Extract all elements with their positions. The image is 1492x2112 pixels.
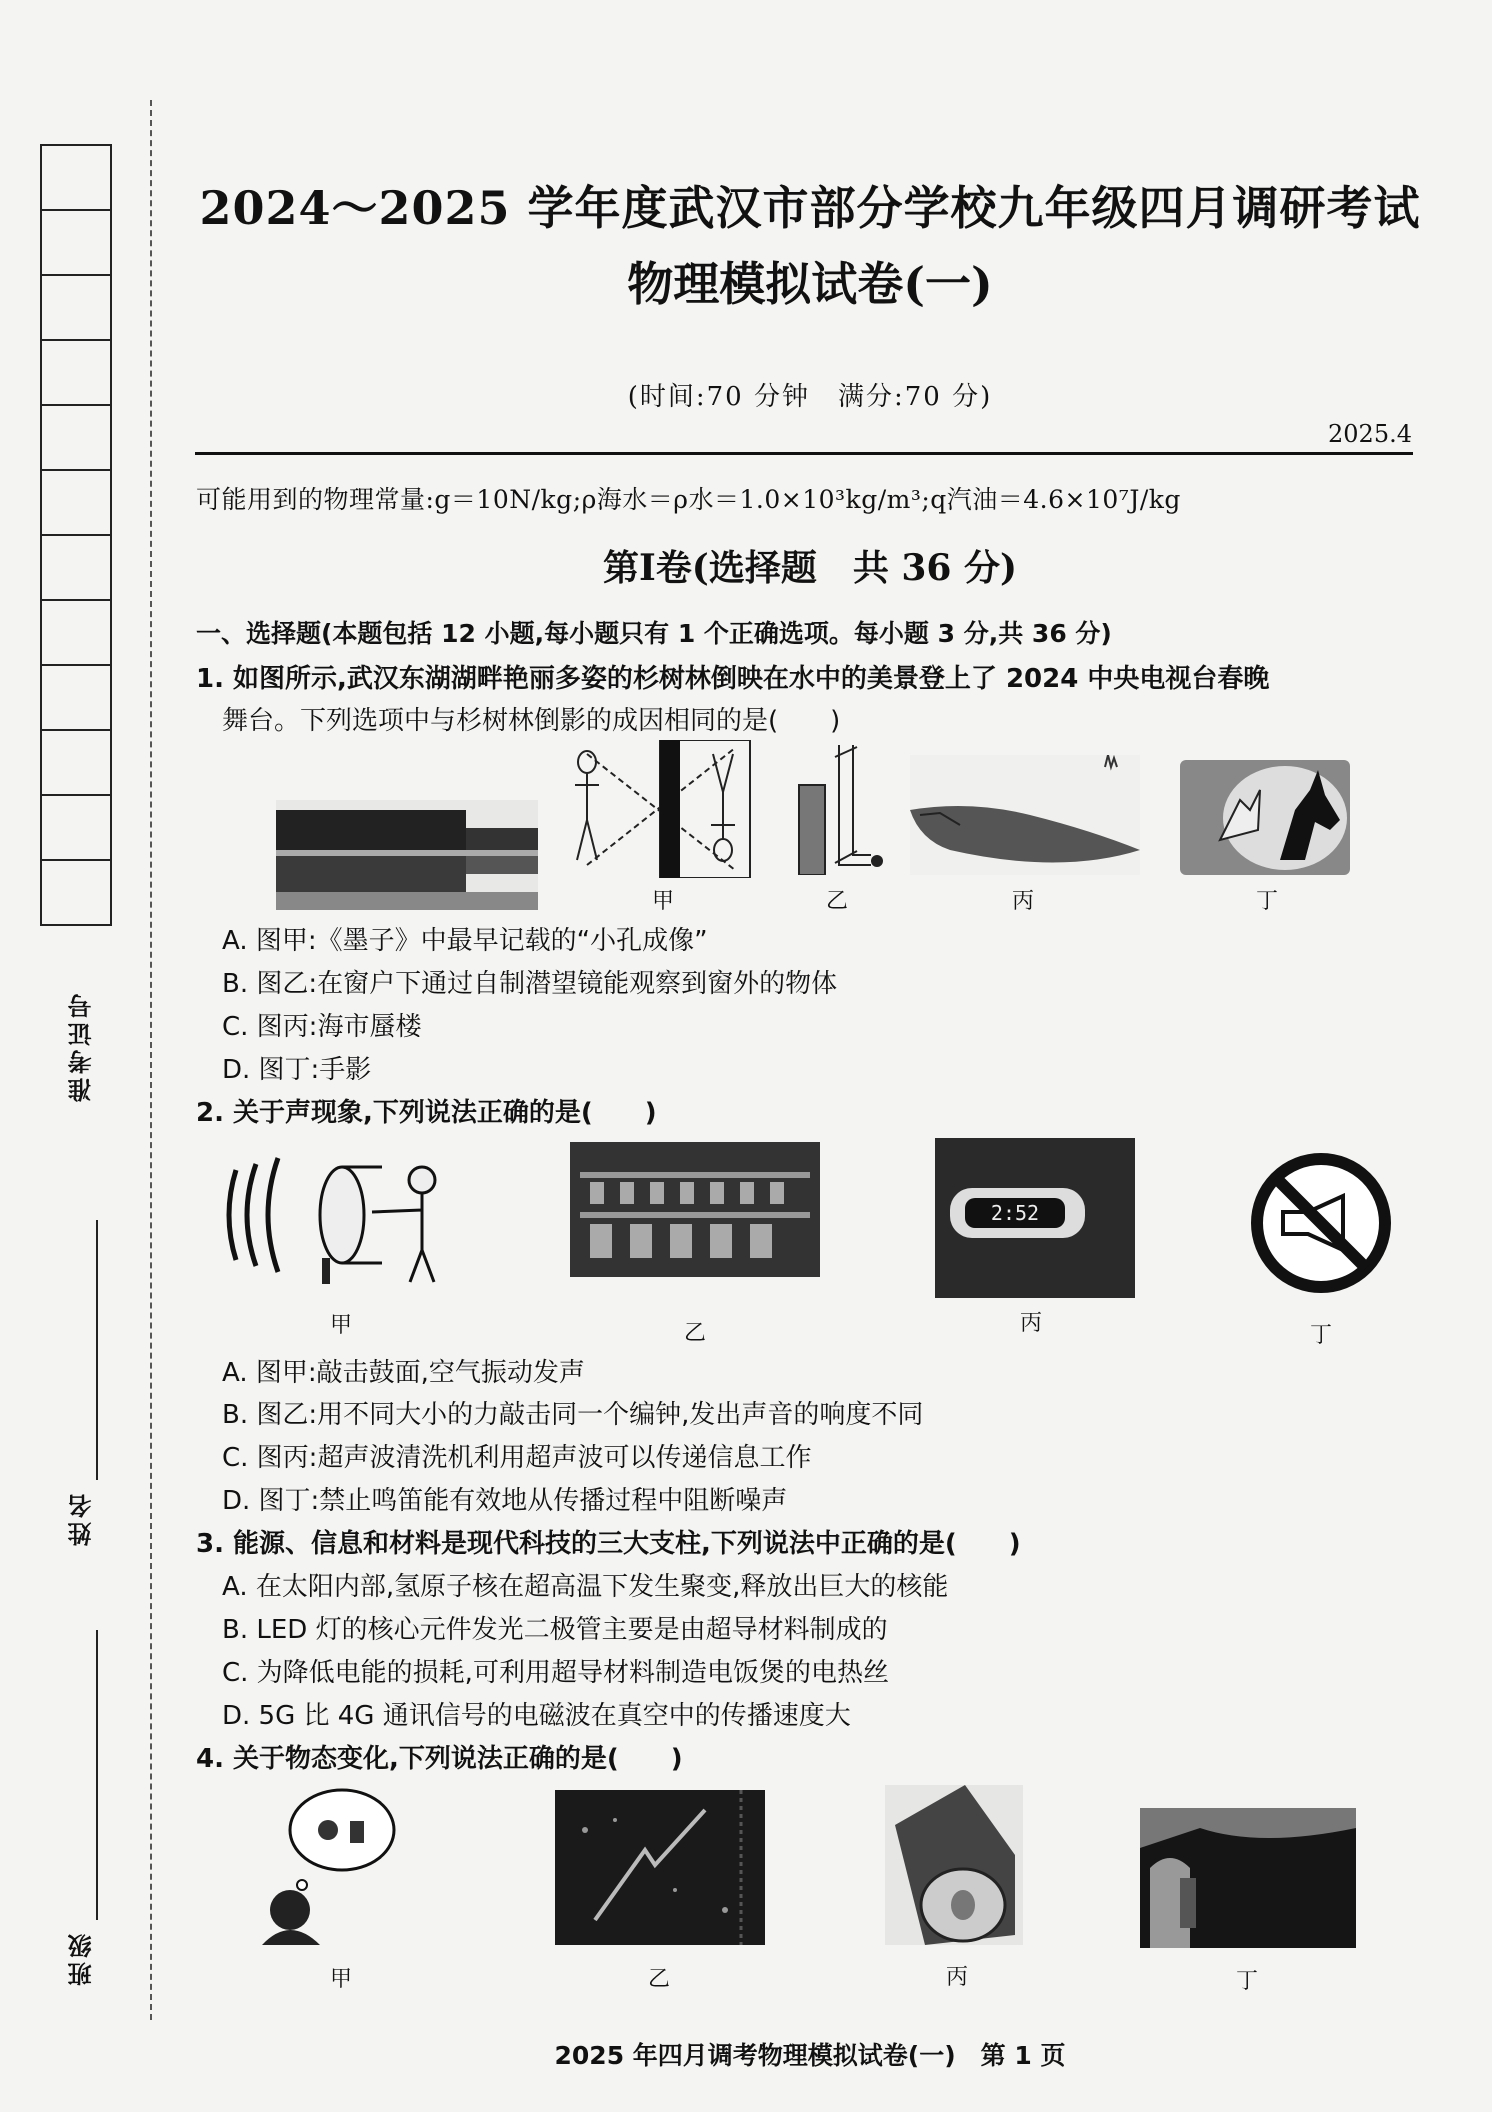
grid-cell[interactable] [42,731,110,796]
hand-shadow-image [1180,760,1350,875]
q1-option-c[interactable]: C. 图丙:海市蜃楼 [222,1012,422,1042]
q3-option-b[interactable]: B. LED 灯的核心元件发光二极管主要是由超导材料制成的 [222,1615,888,1645]
q3-option-c[interactable]: C. 为降低电能的损耗,可利用超导材料制造电饭煲的电热丝 [222,1658,889,1688]
class-write-line[interactable] [96,1630,98,1920]
grid-cell[interactable] [42,796,110,861]
frost-window-image [555,1790,765,1945]
q4-caption-d: 丁 [1236,1969,1259,1994]
mirage-image [910,755,1140,875]
q2-caption-a: 甲 [330,1313,353,1338]
q1-stem-line2: 舞台。下列选项中与杉树林倒影的成因相同的是( ) [222,706,841,736]
periscope-image [795,745,885,875]
q1-caption-b: 乙 [826,889,849,914]
can-image [885,1785,1023,1945]
name-label: 姓名 [68,1490,96,1546]
q2-caption-d: 丁 [1310,1323,1333,1348]
q1-stem-line1: 1. 如图所示,武汉东湖湖畔艳丽多姿的杉树林倒映在水中的美景登上了 2024 中央电视台春晚 [196,664,1270,694]
no-honking-sign-icon [1248,1150,1394,1296]
header-rule [195,452,1413,455]
q1-caption-d: 丁 [1256,889,1279,914]
grid-cell[interactable] [42,341,110,406]
class-label: 班级 [68,1930,96,1986]
exam-id-label: 准考证号 [68,990,96,1102]
page-footer: 2025 年四月调考物理模拟试卷(一) 第 1 页 [554,2041,1066,2070]
person-thinking-image [250,1785,400,1945]
exam-date: 2025.4 [1328,420,1412,448]
q3-stem: 3. 能源、信息和材料是现代科技的三大支柱,下列说法中正确的是( ) [196,1529,1021,1559]
exam-number-grid[interactable] [40,144,112,926]
q2-option-a[interactable]: A. 图甲:敲击鼓面,空气振动发声 [222,1358,585,1388]
section-title: 第Ⅰ卷(选择题 共 36 分) [602,547,1018,589]
q1-option-a[interactable]: A. 图甲:《墨子》中最早记载的“小孔成像” [222,926,708,956]
q1-caption-a: 甲 [652,889,675,914]
q4-caption-b: 乙 [648,1967,671,1992]
q4-stem: 4. 关于物态变化,下列说法正确的是( ) [196,1744,683,1774]
physics-constants: 可能用到的物理常量:g＝10N/kg;ρ海水＝ρ水＝1.0×10³kg/m³;q汽油＝4.6×10⁷J/kg [196,485,1181,514]
q3-option-d[interactable]: D. 5G 比 4G 通讯信号的电磁波在真空中的传播速度大 [222,1701,851,1731]
time-and-score: (时间:70 分钟 满分:70 分) [627,382,993,412]
grid-cell[interactable] [42,536,110,601]
grid-cell[interactable] [42,601,110,666]
name-write-line[interactable] [96,1220,98,1480]
q3-option-a[interactable]: A. 在太阳内部,氢原子核在超高温下发生聚变,释放出巨大的核能 [222,1572,949,1602]
q2-caption-c: 丙 [1020,1311,1043,1336]
exam-subtitle: 物理模拟试卷(一) [627,257,993,311]
forest-reflection-image [276,800,538,910]
grid-cell[interactable] [42,211,110,276]
q1-caption-c: 丙 [1012,889,1035,914]
grid-cell[interactable] [42,666,110,731]
drum-image [222,1150,452,1285]
grid-cell[interactable] [42,471,110,536]
cave-image [1140,1808,1356,1948]
q2-option-d[interactable]: D. 图丁:禁止鸣笛能有效地从传播过程中阻断噪声 [222,1486,788,1516]
grid-cell[interactable] [42,406,110,471]
q2-option-c[interactable]: C. 图丙:超声波清洗机利用超声波可以传递信息工作 [222,1443,812,1473]
grid-cell[interactable] [42,861,110,926]
grid-cell[interactable] [42,146,110,211]
q2-option-b[interactable]: B. 图乙:用不同大小的力敲击同一个编钟,发出声音的响度不同 [222,1400,924,1430]
grid-cell[interactable] [42,276,110,341]
cleaner-display: 2:52 [990,1201,1040,1225]
q1-option-d[interactable]: D. 图丁:手影 [222,1055,372,1085]
chime-bells-image [570,1142,820,1277]
part-heading: 一、选择题(本题包括 12 小题,每小题只有 1 个正确选项。每小题 3 分,共 36 分) [196,619,1112,648]
q1-option-b[interactable]: B. 图乙:在窗户下通过自制潜望镜能观察到窗外的物体 [222,969,838,999]
exam-title: 2024～2025 学年度武汉市部分学校九年级四月调研考试 [199,181,1421,235]
ultrasonic-cleaner-image [935,1138,1135,1298]
pinhole-camera-image [555,740,755,878]
q4-caption-c: 丙 [946,1965,969,1990]
binding-dashed-line [150,100,152,2020]
q4-caption-a: 甲 [330,1967,353,1992]
q2-caption-b: 乙 [684,1321,707,1346]
q2-stem: 2. 关于声现象,下列说法正确的是( ) [196,1098,657,1128]
